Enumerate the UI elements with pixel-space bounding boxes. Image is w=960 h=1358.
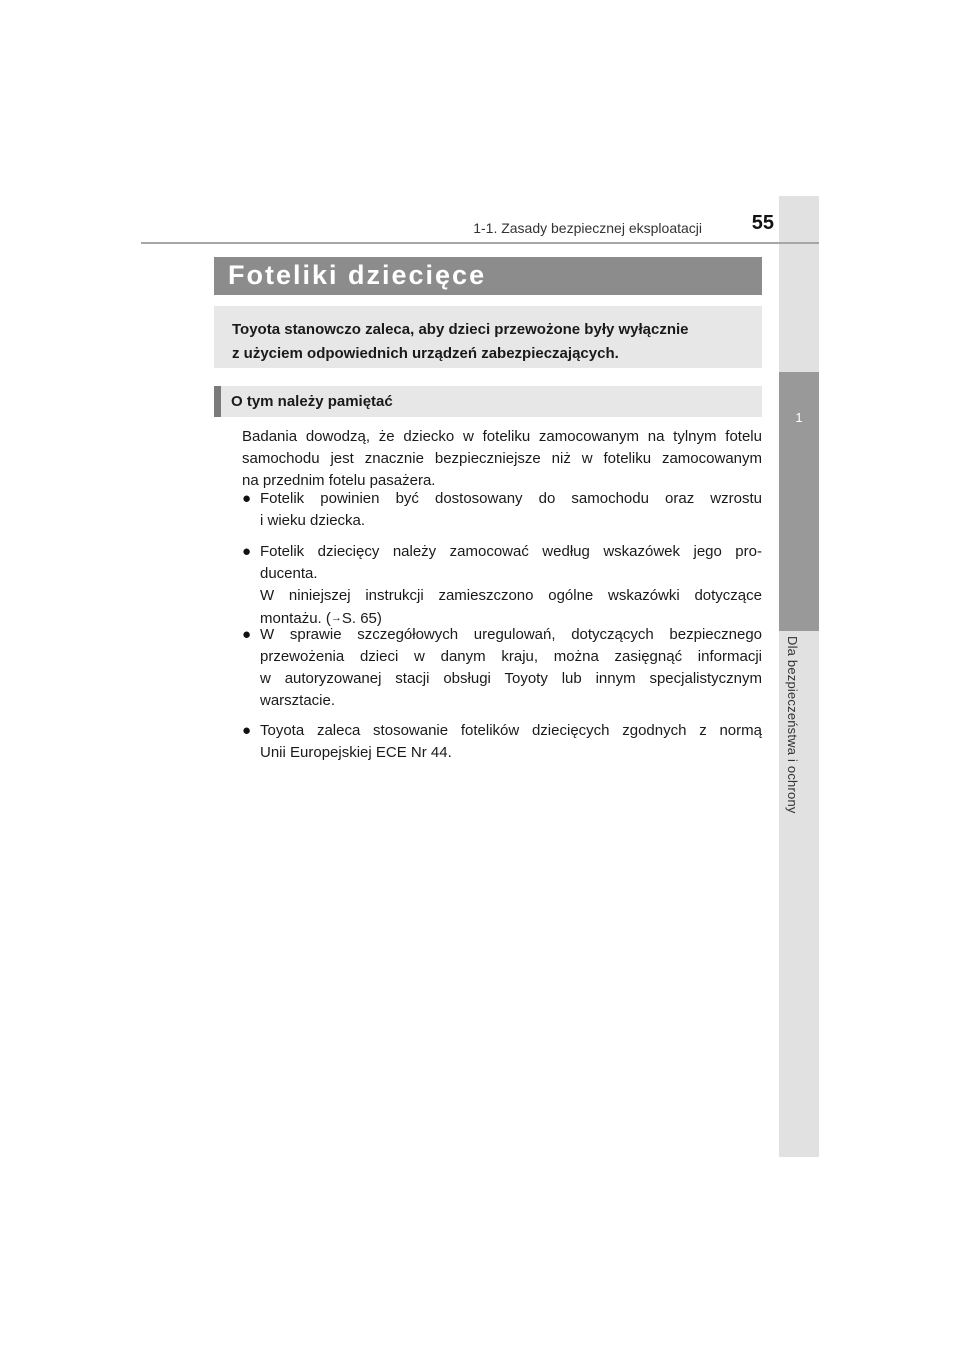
reference-page: S. 65)	[341, 610, 382, 627]
subheading: O tym należy pamiętać	[214, 386, 762, 417]
bullet-line: Fotelik dziecięcy należy zamocować według wskazówek jego pro-	[260, 543, 762, 560]
chapter-side-tab[interactable]	[779, 196, 819, 1157]
bullet-line: w autoryzowanej stacji obsługi Toyoty lub innym specjalistycznym	[260, 670, 762, 687]
arrow-right-icon: →	[330, 612, 342, 624]
bullet-line: przewożenia dzieci w danym kraju, można zasięgnąć informacji	[260, 648, 762, 665]
bullet-line: warsztacie.	[260, 692, 336, 709]
bullet-line: W niniejszej instrukcji zamieszczono ogólne wskazówki dotyczące	[260, 587, 762, 604]
summary-line: z użyciem odpowiednich urządzeń zabezpieczających.	[232, 345, 619, 362]
paragraph-line: Badania dowodzą, że dziecko w foteliku zamocowanym na tylnym fotelu	[242, 428, 762, 445]
chapter-number: 1	[795, 410, 803, 425]
section-title-bar	[214, 257, 762, 295]
bullet-line: i wieku dziecka.	[260, 512, 366, 529]
reference-prefix: montażu. (	[260, 610, 331, 627]
page-number: 55	[751, 212, 774, 234]
intro-paragraph	[242, 426, 762, 492]
header-divider	[141, 242, 819, 244]
bullet-line: W sprawie szczegółowych uregulowań, dotyczących bezpiecznego	[260, 626, 762, 643]
summary-box	[214, 306, 762, 368]
chapter-title: Dla bezpieczeństwa i ochrony	[785, 636, 800, 814]
paragraph-line: na przednim fotelu pasażera.	[242, 472, 436, 489]
bullet-dot-icon: ●	[242, 722, 252, 739]
bullet-line: Toyota zaleca stosowanie fotelików dziecięcych zgodnych z normą	[260, 722, 762, 739]
summary-line: Toyota stanowczo zaleca, aby dzieci przewożone były wyłącznie	[232, 321, 689, 338]
bullet-line: ducenta.	[260, 565, 318, 582]
bullet-dot-icon: ●	[242, 543, 252, 560]
bullet-dot-icon: ●	[242, 626, 252, 643]
bullet-line: Fotelik powinien być dostosowany do samochodu oraz wzrostu	[260, 490, 762, 507]
running-header-section: 1-1. Zasady bezpiecznej eksploatacji	[473, 220, 702, 236]
bullet-dot-icon: ●	[242, 490, 252, 507]
bullet-line: Unii Europejskiej ECE Nr 44.	[260, 744, 452, 761]
paragraph-line: samochodu jest znacznie bezpieczniejsze niż w foteliku zamocowanym	[242, 450, 762, 467]
section-title: Foteliki dziecięce	[228, 260, 487, 290]
